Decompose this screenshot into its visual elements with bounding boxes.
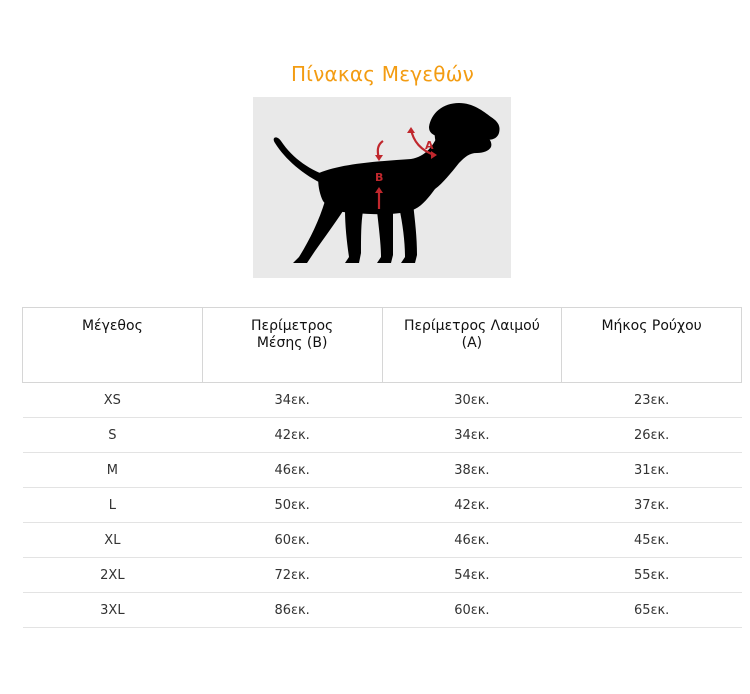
cell-size: XL (23, 523, 203, 558)
header-size: Μέγεθος (23, 308, 203, 383)
cell-length: 37εκ. (562, 488, 742, 523)
size-table (22, 307, 742, 628)
cell-waist: 46εκ. (202, 453, 382, 488)
table-row (23, 558, 742, 593)
cell-size: L (23, 488, 203, 523)
label-b: B (375, 171, 384, 184)
cell-size: M (23, 453, 203, 488)
cell-waist: 60εκ. (202, 523, 382, 558)
table-row (23, 418, 742, 453)
cell-waist: 86εκ. (202, 593, 382, 628)
cell-neck: 34εκ. (382, 418, 562, 453)
dog-body (274, 103, 500, 263)
cell-neck: 54εκ. (382, 558, 562, 593)
cell-neck: 60εκ. (382, 593, 562, 628)
header-length: Μήκος Ρούχου (562, 308, 742, 383)
table-row (23, 523, 742, 558)
table-row (23, 383, 742, 418)
table-row (23, 488, 742, 523)
cell-waist: 34εκ. (202, 383, 382, 418)
cell-length: 26εκ. (562, 418, 742, 453)
cell-size: 2XL (23, 558, 203, 593)
table-row (23, 593, 742, 628)
cell-waist: 42εκ. (202, 418, 382, 453)
label-a: A (425, 139, 434, 152)
cell-length: 55εκ. (562, 558, 742, 593)
cell-size: XS (23, 383, 203, 418)
page-title: Πίνακας Μεγεθών (290, 62, 475, 86)
cell-neck: 46εκ. (382, 523, 562, 558)
cell-neck: 42εκ. (382, 488, 562, 523)
dog-measurement-figure (253, 97, 511, 278)
cell-length: 45εκ. (562, 523, 742, 558)
table-header-row (23, 308, 742, 383)
table-row (23, 453, 742, 488)
cell-length: 23εκ. (562, 383, 742, 418)
cell-waist: 72εκ. (202, 558, 382, 593)
dog-silhouette-icon (253, 97, 511, 278)
cell-size: 3XL (23, 593, 203, 628)
header-neck: Περίμετρος Λαιμού (A) (382, 308, 562, 383)
cell-waist: 50εκ. (202, 488, 382, 523)
header-waist: Περίμετρος Μέσης (B) (202, 308, 382, 383)
cell-length: 65εκ. (562, 593, 742, 628)
cell-neck: 30εκ. (382, 383, 562, 418)
cell-size: S (23, 418, 203, 453)
cell-length: 31εκ. (562, 453, 742, 488)
cell-neck: 38εκ. (382, 453, 562, 488)
